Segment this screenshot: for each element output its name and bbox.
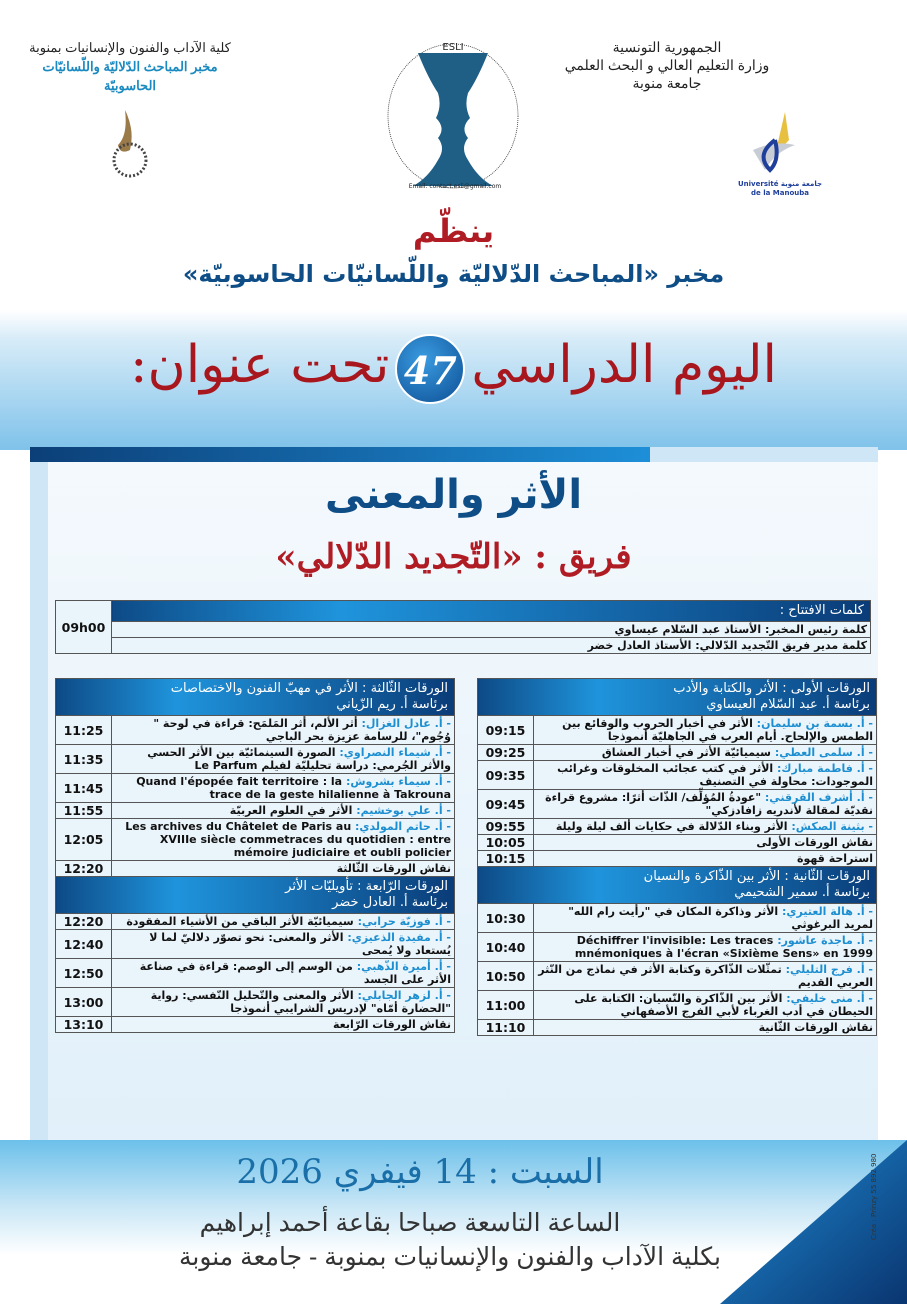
event-location: بكلية الآداب والفنون والإنسانيات بمنوبة - جامعة منوبة bbox=[178, 1243, 722, 1271]
time-cell: 11:10 bbox=[478, 1020, 534, 1036]
ministry-label: وزارة التعليم العالي و البحث العلمي bbox=[564, 57, 770, 73]
talk-cell bbox=[534, 851, 877, 867]
time-cell: 10:50 bbox=[478, 962, 534, 991]
talk-cell bbox=[534, 716, 877, 745]
event-title: الأثر والمعنى bbox=[324, 472, 583, 518]
time-cell: 11:00 bbox=[478, 991, 534, 1020]
talk-title: أثر الألم، أثر المَلمَح: قراءة في لوحة " وُجُوم"، للرسامة عزيزة بحر الباجي bbox=[153, 717, 451, 743]
speaker-name: - بثينة الصكش: bbox=[791, 820, 873, 833]
talk-title: "عودةُ المُؤلِّف/ الذّات أثرًا: مشروع قراءة نقديّة لمقالة لأندريه زافادزكي" bbox=[545, 791, 873, 817]
design-credit: Créa : Prinzy 55 892 980 bbox=[870, 1153, 878, 1240]
speaker-name: - أ. أشرف القرقني: bbox=[764, 791, 873, 804]
talk-title: سيميائيّة الأثر في أخبار العشاق bbox=[601, 746, 775, 759]
talk-cell bbox=[534, 904, 877, 933]
republic-label: الجمهورية التونسية bbox=[612, 39, 722, 55]
card-strip bbox=[30, 447, 650, 462]
opening-header: كلمات الافتتاح : bbox=[112, 601, 871, 622]
talk-cell bbox=[534, 991, 877, 1020]
university-logo bbox=[745, 110, 805, 178]
table-row bbox=[478, 716, 877, 745]
opening-table bbox=[55, 600, 871, 654]
speaker-name: - أ. سلمى العطي: bbox=[774, 746, 873, 759]
table-row bbox=[56, 745, 455, 774]
table-row bbox=[478, 835, 877, 851]
table-row bbox=[56, 988, 455, 1017]
table-row bbox=[478, 933, 877, 962]
session-header bbox=[56, 877, 455, 914]
talk-title: سيميائيّة الأثر الباقي من الأشياء المفقودة bbox=[126, 915, 358, 928]
speaker-name: - أ. فوزيّة حرابي: bbox=[357, 915, 451, 928]
esli-logo-text: ESLI bbox=[442, 42, 464, 53]
table-row bbox=[56, 861, 455, 877]
talk-title: استراحة قهوة bbox=[797, 852, 873, 865]
talk-title: الأثر والمعنى: نحو تصوّر دلاليّ لما لا يُستعاد ولا يُمحى bbox=[149, 931, 451, 957]
team-label: فريق : «التّجديد الدّلالي» bbox=[275, 537, 632, 577]
time-cell: 13:10 bbox=[56, 1017, 112, 1033]
lab-label: مخبر المباحث الدّلاليّة واللّسانيّات bbox=[42, 59, 218, 74]
session-title: الورقات الثّالثة : الأثر في مهبّ الفنون والاختصاصات bbox=[170, 681, 448, 696]
time-cell: 11:25 bbox=[56, 716, 112, 745]
speaker-name: - أ. بسمة بن سليمان: bbox=[756, 717, 873, 730]
time-cell: 09:45 bbox=[478, 790, 534, 819]
table-row bbox=[478, 761, 877, 790]
time-cell: 12:05 bbox=[56, 819, 112, 861]
talk-cell bbox=[112, 819, 455, 861]
study-day-label: اليوم الدراسي bbox=[471, 335, 777, 395]
table-row bbox=[478, 991, 877, 1020]
table-row bbox=[56, 819, 455, 861]
time-cell: 12:40 bbox=[56, 930, 112, 959]
lab-name: مخبر «المباحث الدّلاليّة واللّسانيّات الحاسوبيّة» bbox=[182, 260, 725, 288]
talk-cell bbox=[112, 716, 455, 745]
time-cell: 10:15 bbox=[478, 851, 534, 867]
talk-title: نقاش الورقات الثّانية bbox=[758, 1021, 873, 1034]
table-row bbox=[478, 745, 877, 761]
time-cell: 11:35 bbox=[56, 745, 112, 774]
study-day-heading bbox=[0, 330, 907, 404]
edition-number-badge: 47 bbox=[395, 334, 465, 404]
speaker-name: - أ. علي بوخشيم: bbox=[356, 804, 451, 817]
talk-cell bbox=[112, 914, 455, 930]
talk-title: Quand l'épopée fait territoire : la trace de la geste hilalienne à Takrouna bbox=[136, 775, 451, 801]
session-chair: برئاسة أ. ريم الزّياني bbox=[336, 697, 448, 712]
faculty-header bbox=[10, 38, 250, 95]
email-label: Email: contact.esli@gmail.com bbox=[408, 183, 502, 190]
session-title: الورقات الرّابعة : تأويليّات الأثر bbox=[285, 879, 448, 894]
session-chair: برئاسة أ. العادل خضر bbox=[332, 895, 448, 910]
talk-cell bbox=[112, 774, 455, 803]
talk-title: الأثر والمعنى والتّحليل النّفسي: رواية "الحضارة أمّاه" لإدريس الشرايبي أنموذجا bbox=[150, 989, 451, 1015]
talk-cell bbox=[534, 819, 877, 835]
session-chair: برئاسة أ. عبد السّلام العيساوي bbox=[706, 697, 870, 712]
table-row bbox=[478, 851, 877, 867]
time-cell: 12:20 bbox=[56, 861, 112, 877]
talk-title: نقاش الورقات الرّابعة bbox=[332, 1018, 451, 1031]
talk-cell bbox=[534, 1020, 877, 1036]
speaker-name: - أ. فاطمة مبارك: bbox=[777, 762, 873, 775]
talk-title: الأثر في كتب عجائب المخلوقات وغرائب الموجودات: محاولة في التصنيف bbox=[557, 762, 873, 788]
speaker-name: - أ. أميرة الذّهبي: bbox=[356, 960, 451, 973]
speaker-name: - أ. حاتم المولدي: bbox=[355, 820, 451, 833]
table-row bbox=[56, 716, 455, 745]
session-header bbox=[478, 679, 877, 716]
time-cell: 10:30 bbox=[478, 904, 534, 933]
session-title: الورقات الثّانية : الأثر بين الذّاكرة والنسيان bbox=[643, 869, 870, 884]
university-logo-text: جامعة منوبة Université de la Manouba bbox=[737, 180, 823, 197]
session-chair: برئاسة أ. سمير الشحيمي bbox=[734, 885, 870, 900]
speaker-name: - أ. عادل الغزال: bbox=[361, 717, 451, 730]
talk-cell bbox=[534, 745, 877, 761]
speaker-name: - أ. مفيدة الذعيزي: bbox=[347, 931, 451, 944]
speaker-name: - أ. لزهر الجابلي: bbox=[357, 989, 451, 1002]
under-title-label: تحت عنوان: bbox=[129, 335, 390, 395]
talk-cell bbox=[112, 988, 455, 1017]
table-row bbox=[56, 774, 455, 803]
talk-cell bbox=[112, 861, 455, 877]
time-cell: 11:45 bbox=[56, 774, 112, 803]
table-row bbox=[478, 962, 877, 991]
talk-cell bbox=[534, 761, 877, 790]
speaker-name: - أ. هالة العتيري: bbox=[782, 905, 873, 918]
talk-cell bbox=[112, 745, 455, 774]
university-label: جامعة منوبة bbox=[632, 75, 702, 91]
table-row bbox=[478, 819, 877, 835]
talk-title: الأثر بين الذّاكرة والنّسيان: الكتابة على الحيطان في أدب الغرباء لأبي الفرج الأصفهاني bbox=[574, 992, 873, 1018]
talk-cell bbox=[534, 835, 877, 851]
table-row bbox=[56, 930, 455, 959]
speaker-name: - أ. منى خليفي: bbox=[786, 992, 873, 1005]
session-header bbox=[56, 679, 455, 716]
time-cell: 10:05 bbox=[478, 835, 534, 851]
talk-title: تمثّلات الذّاكرة وكتابة الأثر في نماذج من النّثر العربي القديم bbox=[538, 963, 873, 989]
talk-title: الصورة السينمائيّة بين الأثر الحسي والأثر الجُرمي: دراسة تحليليّة لفيلم Le Parfum bbox=[147, 746, 451, 772]
talk-title: الأثر في أخبار الحروب والوقائع بين الطمس والإلحاح. أيام العرب في الجاهليّة أنموذجا bbox=[562, 717, 873, 743]
table-row bbox=[478, 1020, 877, 1036]
talk-cell bbox=[534, 790, 877, 819]
table-row bbox=[478, 790, 877, 819]
session-header bbox=[478, 867, 877, 904]
talk-title: نقاش الورقات الثّالثة bbox=[336, 862, 451, 875]
time-cell: 09:35 bbox=[478, 761, 534, 790]
table-row bbox=[56, 959, 455, 988]
time-cell: 11:55 bbox=[56, 803, 112, 819]
talk-cell bbox=[112, 959, 455, 988]
table-row bbox=[56, 803, 455, 819]
talk-title: الأثر وذاكرة المكان في "رأيت رام الله" لمريد البرغوثي bbox=[568, 905, 873, 931]
table-row bbox=[478, 904, 877, 933]
talk-title: Déchiffrer l'invisible: Les traces mnémoniques à l'écran «Sixième Sens» en 1999 bbox=[574, 934, 873, 960]
faculty-label: كلية الآداب والفنون والإنسانيات بمنوبة bbox=[29, 40, 231, 55]
time-cell: 13:00 bbox=[56, 988, 112, 1017]
opening-row: كلمة مدير فريق التّجديد الدّلالي: الأستاذ العادل خضر bbox=[112, 638, 871, 654]
session-title: الورقات الأولى : الأثر والكتابة والأدب bbox=[673, 681, 870, 696]
time-cell: 09:55 bbox=[478, 819, 534, 835]
talk-title: الأثر وبناء الدّلالة في حكايات ألف ليلة وليلة bbox=[555, 820, 792, 833]
organizes-label: ينظّم bbox=[412, 212, 495, 250]
speaker-name: - أ. سيماء بشروش: bbox=[345, 775, 451, 788]
event-date: السبت : 14 فيفري 2026 bbox=[236, 1152, 604, 1192]
time-cell: 09:25 bbox=[478, 745, 534, 761]
faculty-logo bbox=[100, 105, 160, 180]
opening-row: كلمة رئيس المخبر: الأستاذ عبد السّلام عيساوي bbox=[112, 622, 871, 638]
talk-title: نقاش الورقات الأولى bbox=[756, 836, 873, 849]
event-time-venue: الساعة التاسعة صباحا بقاعة أحمد إبراهيم bbox=[199, 1209, 621, 1237]
time-cell: 09:15 bbox=[478, 716, 534, 745]
talk-title: Les archives du Châtelet de Paris au XVIIIe siècle commetraces du quotidien : entre mémoire judiciaire et oubli policier bbox=[125, 820, 451, 859]
speaker-name: - أ. فرج التليلي: bbox=[785, 963, 873, 976]
time-cell: 12:50 bbox=[56, 959, 112, 988]
talk-cell bbox=[534, 933, 877, 962]
time-cell: 10:40 bbox=[478, 933, 534, 962]
talk-cell bbox=[112, 803, 455, 819]
time-cell: 12:20 bbox=[56, 914, 112, 930]
right-program-column bbox=[477, 678, 877, 1036]
table-row bbox=[56, 914, 455, 930]
opening-time: 09h00 bbox=[56, 601, 112, 654]
talk-cell bbox=[534, 962, 877, 991]
lab-label-2: الحاسوبيّة bbox=[103, 78, 157, 93]
talk-title: الأثر في العلوم العربيّة bbox=[229, 804, 357, 817]
talk-cell bbox=[112, 930, 455, 959]
ministry-header bbox=[517, 38, 817, 92]
left-program-column bbox=[55, 678, 455, 1033]
esli-logo bbox=[368, 38, 538, 198]
talk-cell bbox=[112, 1017, 455, 1033]
speaker-name: - أ. ماجدة عاشور: bbox=[777, 934, 873, 947]
table-row bbox=[56, 1017, 455, 1033]
speaker-name: - أ. شيماء النصراوي: bbox=[339, 746, 451, 759]
talk-title: من الوسم إلى الوصم: قراءة في صناعة الأثر على الجسد bbox=[139, 960, 451, 986]
